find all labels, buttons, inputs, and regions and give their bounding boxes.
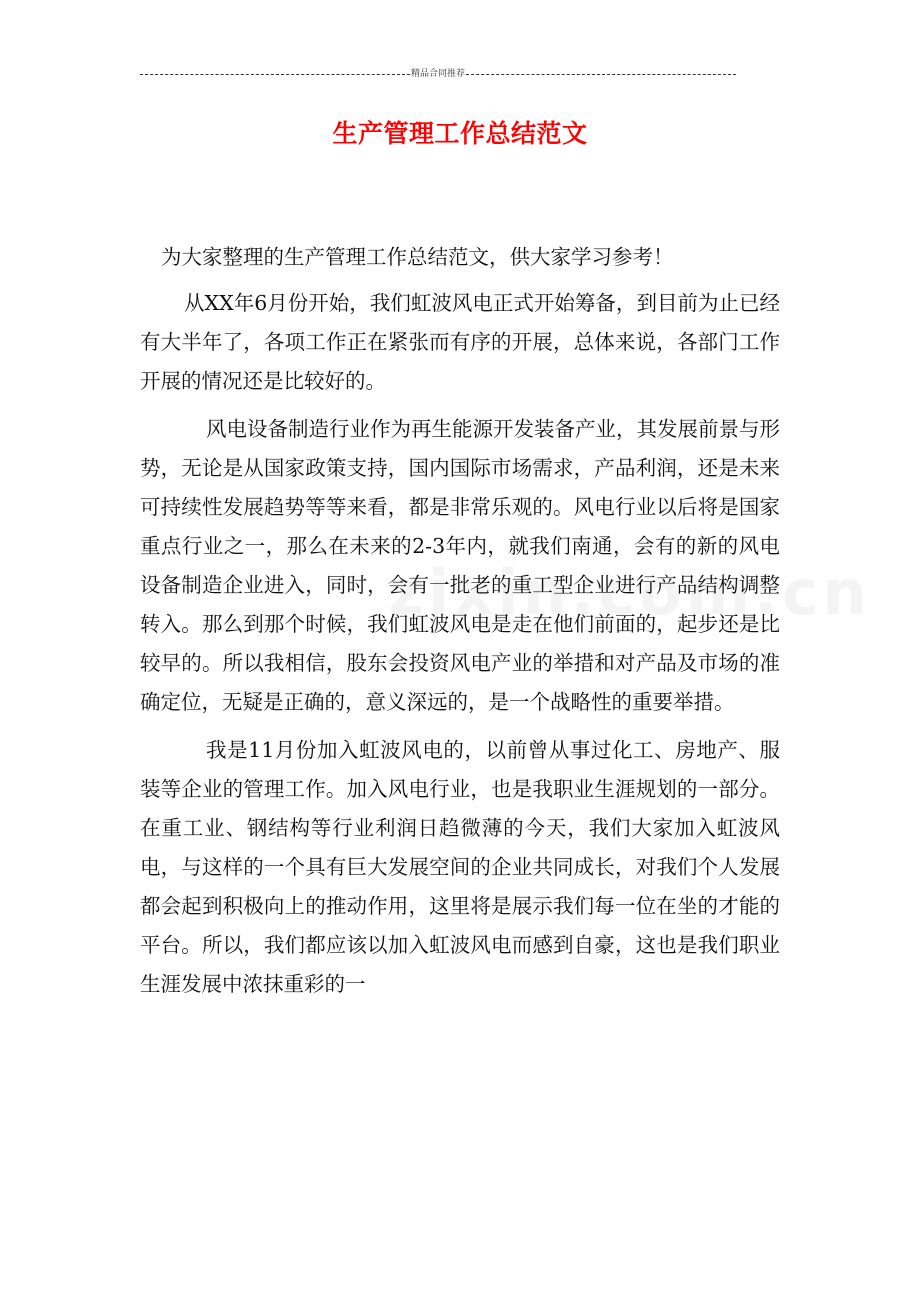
document-title: 生产管理工作总结范文 [332,119,588,148]
header-dash-right [466,74,736,75]
paragraph-intro: 为大家整理的生产管理工作总结范文，供大家学习参考！ [161,245,674,269]
paragraph-3: 我是11月份加入虹波风电的，以前曾从事过化工、房地产、服装等企业的管理工作。加入风电行业，也是我职业生涯规划的一部分。在重工业、钢结构等行业利润日趋微薄的今天，我们大家加入虹波风电，与这样的一个具有巨大发展空间的企业共同成长，对我们个人发展都会起到积极向上的推动作用，这里将是展示我们每一位在坐的才能的平台。所以，我们都应该以加入虹波风电而感到自豪，这也是我们职业生涯发展中浓抹重彩的一 [140,738,780,996]
document-body [140,238,780,1004]
header-dash-left [140,74,410,75]
page-header [140,66,736,82]
paragraph-2: 风电设备制造行业作为再生能源开发装备产业，其发展前景与形势，无论是从国家政策支持，国内国际市场需求，产品利润，还是未来可持续性发展趋势等等来看，都是非常乐观的。风电行业以后将是国家重点行业之一，那么在未来的2-3年内，就我们南通，会有的新的风电设备制造企业进入，同时，会有一批老的重工型企业进行产品结构调整转入。那么到那个时候，我们虹波风电是走在他们前面的，起步还是比较早的。所以我相信，股东会投资风电产业的举措和对产品及市场的准确定位，无疑是正确的，意义深远的，是一个战略性的重要举措。 [140,417,780,714]
paragraph-1: 从XX年6月份开始，我们虹波风电正式开始筹备，到目前为止已经有大半年了，各项工作正在紧张而有序的开展，总体来说，各部门工作开展的情况还是比较好的。 [140,291,780,393]
header-label: 精品合同推荐 [411,69,466,79]
